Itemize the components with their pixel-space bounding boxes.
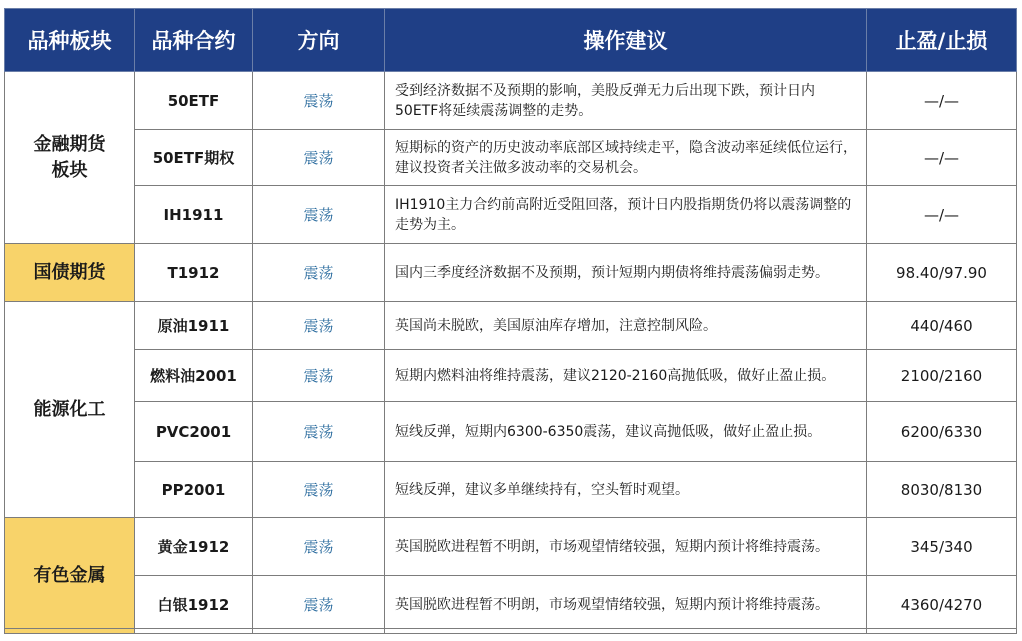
- direction-cell: 震荡: [253, 130, 385, 186]
- table-row: [5, 244, 1017, 302]
- stop-cell: 98.40/97.90: [867, 244, 1017, 302]
- contract-cell: 原油1911: [135, 302, 253, 350]
- direction-cell: 震荡: [253, 302, 385, 350]
- sector-label-line: 板块: [51, 159, 88, 181]
- contract-cell: IH1911: [135, 186, 253, 244]
- table-row: [5, 186, 1017, 244]
- contract-cell: T1912: [135, 244, 253, 302]
- advice-cell: 短期内燃料油将维持震荡，建议2120-2160高抛低吸，做好止盈止损。: [385, 350, 867, 402]
- table-row: [5, 130, 1017, 186]
- advice-cell: 国内三季度经济数据不及预期，预计短期内期债将维持震荡偏弱走势。: [385, 244, 867, 302]
- advice-cell: 英国脱欧进程暂不明朗，市场观望情绪较强，短期内预计将维持震荡。: [385, 518, 867, 576]
- header-direction: 方向: [253, 9, 385, 72]
- table-row: [5, 518, 1017, 576]
- advice-cell: 短线反弹，短期内6300-6350震荡，建议高抛低吸，做好止盈止损。: [385, 402, 867, 462]
- stop-cell: 8030/8130: [867, 462, 1017, 518]
- contract-cell: 50ETF期权: [135, 130, 253, 186]
- advice-cell: 短期标的资产的历史波动率底部区域持续走平，隐含波动率延续低位运行，建议投资者关注做多波动率的交易机会。: [385, 130, 867, 186]
- sector-cell-financial: [5, 72, 135, 244]
- table-row: [5, 576, 1017, 634]
- direction-cell: 震荡: [253, 186, 385, 244]
- stop-cell: —/—: [867, 72, 1017, 130]
- direction-cell: 震荡: [253, 518, 385, 576]
- advice-cell: 英国脱欧进程暂不明朗，市场观望情绪较强，短期内预计将维持震荡。: [385, 576, 867, 634]
- stop-cell: —/—: [867, 130, 1017, 186]
- direction-cell: 震荡: [253, 350, 385, 402]
- contract-cell: PVC2001: [135, 402, 253, 462]
- stop-cell: —/—: [867, 186, 1017, 244]
- table-row: [5, 302, 1017, 350]
- advice-cell: 受到经济数据不及预期的影响，美股反弹无力后出现下跌，预计日内50ETF将延续震荡调整的走势。: [385, 72, 867, 130]
- advice-cell: IH1910主力合约前高附近受阻回落，预计日内股指期货仍将以震荡调整的走势为主。: [385, 186, 867, 244]
- table-row: [5, 402, 1017, 462]
- stop-cell: 4360/4270: [867, 576, 1017, 634]
- contract-cell: 黄金1912: [135, 518, 253, 576]
- direction-cell: 震荡: [253, 462, 385, 518]
- direction-cell: 震荡: [253, 402, 385, 462]
- stop-cell: 440/460: [867, 302, 1017, 350]
- header-contract: 品种合约: [135, 9, 253, 72]
- sector-cell-energy: [5, 302, 135, 518]
- contract-cell: 50ETF: [135, 72, 253, 130]
- sector-label-line: 国债期货: [33, 261, 106, 283]
- stop-cell: 6200/6330: [867, 402, 1017, 462]
- trading-advice-table: [4, 8, 1017, 634]
- header-stop: 止盈/止损: [867, 9, 1017, 72]
- stop-cell: 345/340: [867, 518, 1017, 576]
- direction-cell: 震荡: [253, 244, 385, 302]
- contract-cell: 燃料油2001: [135, 350, 253, 402]
- contract-cell: 白银1912: [135, 576, 253, 634]
- sector-cell-metals: [5, 518, 135, 634]
- direction-cell: 震荡: [253, 576, 385, 634]
- sector-label-line: 金融期货: [33, 133, 106, 155]
- table-row: [5, 72, 1017, 130]
- header-sector: 品种板块: [5, 9, 135, 72]
- sector-cell-bond: [5, 244, 135, 302]
- header-advice: 操作建议: [385, 9, 867, 72]
- sector-label-line: 有色金属: [33, 564, 106, 586]
- sector-label-line: 能源化工: [33, 398, 106, 420]
- table-row: [5, 350, 1017, 402]
- table-bottom-edge: [4, 628, 1016, 641]
- contract-cell: PP2001: [135, 462, 253, 518]
- advice-cell: 短线反弹，建议多单继续持有，空头暂时观望。: [385, 462, 867, 518]
- stop-cell: 2100/2160: [867, 350, 1017, 402]
- table-header-row: [5, 9, 1017, 72]
- table-row: [5, 462, 1017, 518]
- advice-cell: 英国尚未脱欧，美国原油库存增加，注意控制风险。: [385, 302, 867, 350]
- direction-cell: 震荡: [253, 72, 385, 130]
